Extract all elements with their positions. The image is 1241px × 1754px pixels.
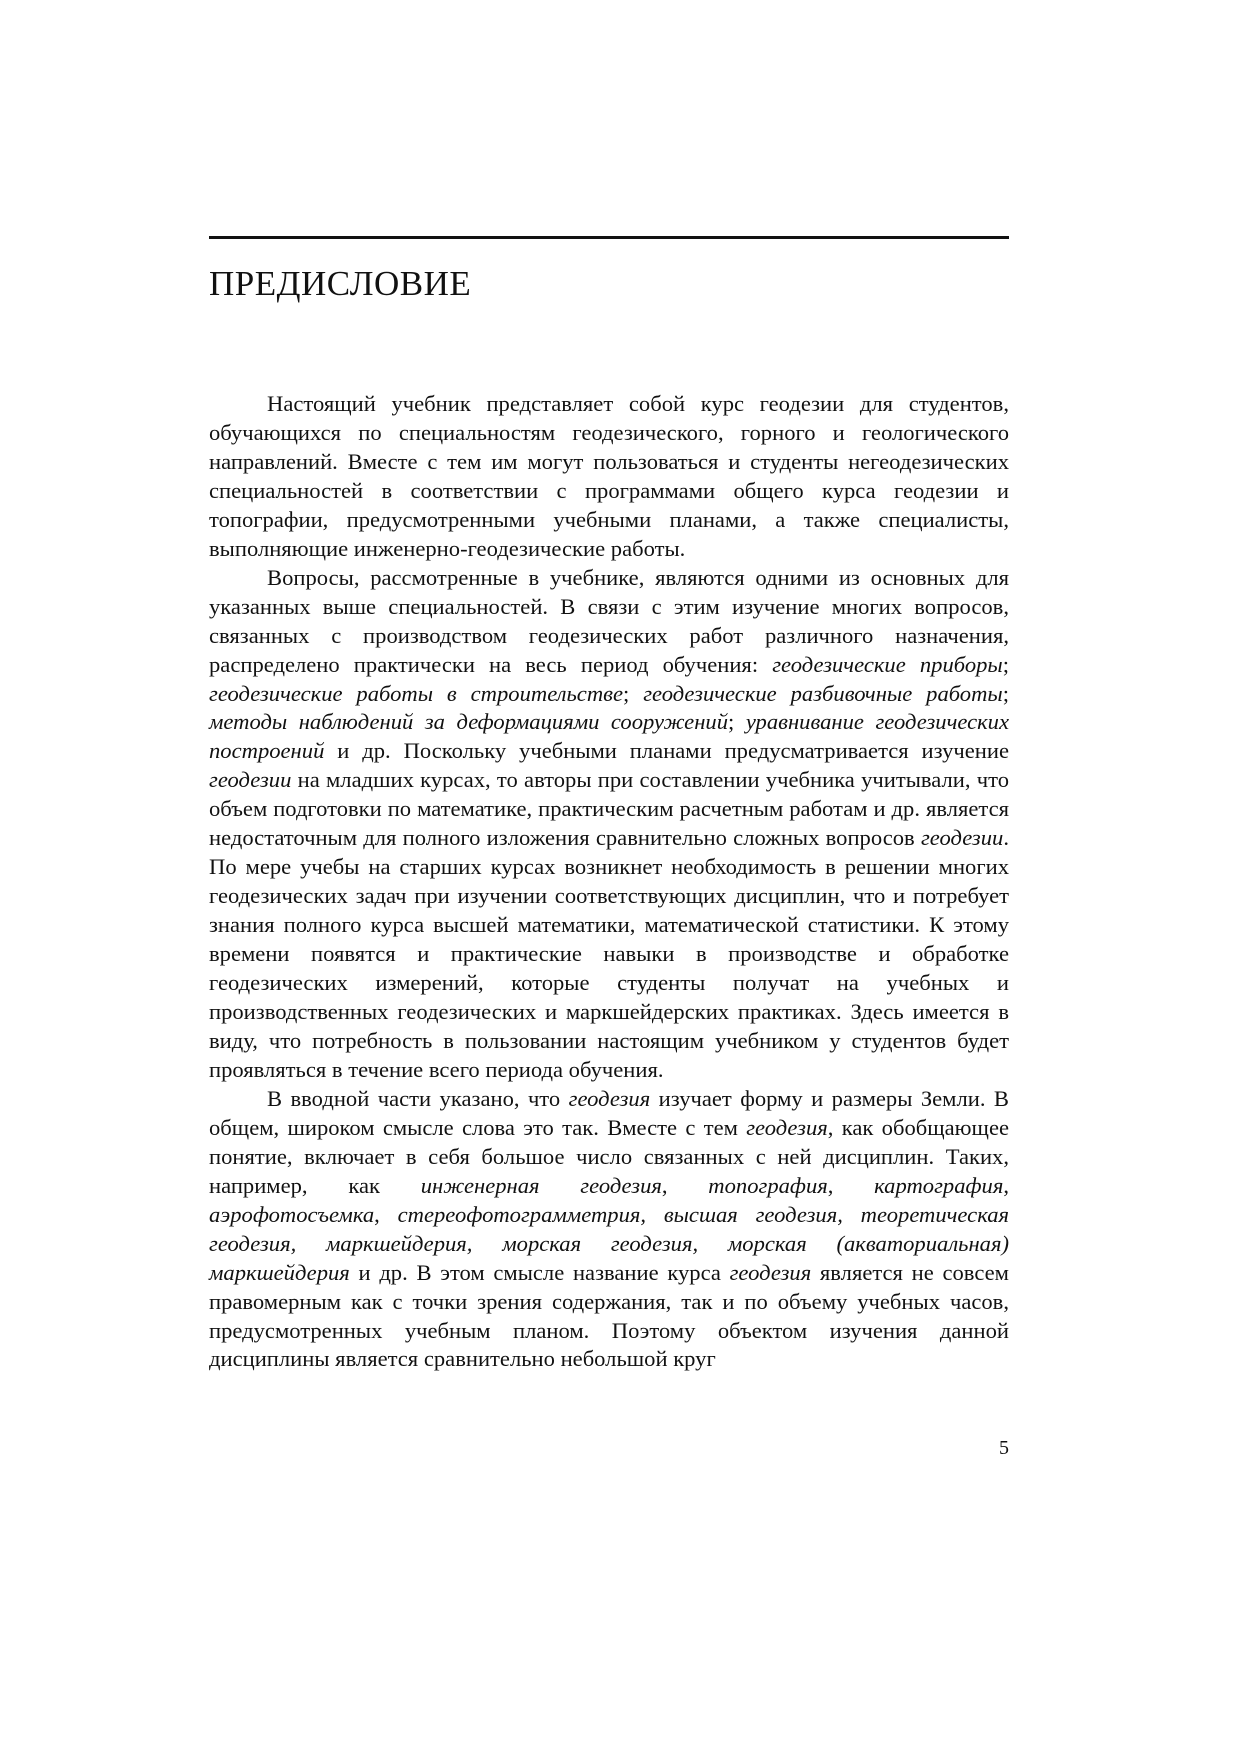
paragraph	[209, 390, 1009, 564]
italic-term: стереофотограмметрия, высшая геодезия, теоретическая геодезия, маркшейдерия, морская геодезия, морская (акваториальная) маркшейдерия	[209, 1201, 1009, 1285]
text-run: изучает форму и размеры Земли. В общем, широком смысле слова это так. Вместе с тем	[209, 1085, 1010, 1140]
paragraph	[209, 564, 1009, 1085]
italic-term: геодезические работы в строительстве	[209, 680, 623, 706]
italic-term: геодезические приборы	[772, 651, 1003, 677]
body-text	[209, 390, 1009, 1374]
italic-term: картография	[874, 1172, 1004, 1198]
text-run: и др. Поскольку учебными планами предусматривается изучение	[324, 738, 1009, 764]
italic-term: геодезия	[746, 1114, 828, 1140]
italic-term: геодезические разбивочные работы	[643, 680, 1003, 706]
italic-term: геодезия	[729, 1259, 812, 1285]
italic-term: аэрофотосъемка	[209, 1201, 375, 1227]
text-run: . По мере учебы на старших курсах возникнет необходимость в решении многих геодезических задач при изучении соответствующих дисциплин, что и потребует знания полного курса высшей математики, математической статистики. К этому времени появятся и практические навыки в производстве и обработке геодезических измерений, которые студенты получат на учебных и производственных геодезических и маркшейдерских практиках. Здесь имеется в виду, что потребность в пользовании настоящим учебником у студентов будет проявляться в течение всего периода обучения.	[209, 825, 1009, 1082]
heading-rule	[209, 236, 1009, 239]
text-run: В вводной части указано, что	[267, 1085, 569, 1111]
text-run: ,	[1003, 1172, 1009, 1198]
italic-term: инженерная геодезия	[420, 1172, 662, 1198]
text-run: ,	[661, 1172, 709, 1198]
text-run: , как обобщающее понятие, включает в себя большое число связанных с ней дисциплин. Таких, например, как	[209, 1114, 1009, 1198]
page-number: 5	[999, 1437, 1009, 1459]
text-run: ;	[728, 709, 746, 735]
paragraph	[209, 1085, 1009, 1375]
text-run: Настоящий учебник представляет собой курс геодезии для студентов, обучающихся по специальностям геодезического, горного и геологического направлений. Вместе с тем им могут пользоваться и студенты негеодезических специальностей в соответствии с программами общего курса геодезии и топографии, предусмотренными учебными планами, а также специалисты, выполняющие инженерно-геодезические работы.	[209, 391, 1009, 561]
text-run: ,	[374, 1201, 398, 1227]
text-run: ,	[827, 1172, 875, 1198]
italic-term: уравнивание геодезических построений	[209, 709, 1009, 764]
italic-term: топография	[708, 1172, 828, 1198]
italic-term: геодезия	[568, 1085, 651, 1111]
text-run: Вопросы, рассмотренные в учебнике, являются одними из основных для указанных выше специальностей. В связи с этим изучение многих вопросов, связанных с производством геодезических работ различного назначения, распределено практически на весь период обучения:	[209, 564, 1009, 677]
text-run: на младших курсах, то авторы при составлении учебника учитывали, что объем подготовки по математике, практическим расчетным работам и др. является недостаточным для полного изложения сравнительно сложных вопросов	[209, 767, 1009, 851]
text-run: ;	[622, 680, 644, 706]
text-run: и др. В этом смысле название курса	[349, 1259, 730, 1285]
text-run: является не совсем правомерным как с точки зрения содержания, так и по объему учебных часов, предусмотренных учебным планом. Поэтому объектом изучения данной дисциплины является сравнительно небольшой круг	[209, 1259, 1009, 1372]
italic-term: геодезии	[209, 767, 292, 793]
text-run: ;	[1002, 680, 1009, 706]
text-run: ;	[1002, 651, 1009, 677]
chapter-heading: ПРЕДИСЛОВИЕ	[209, 264, 472, 303]
italic-term: геодезии	[920, 825, 1004, 851]
italic-term: методы наблюдений за деформациями сооружений	[209, 709, 729, 735]
